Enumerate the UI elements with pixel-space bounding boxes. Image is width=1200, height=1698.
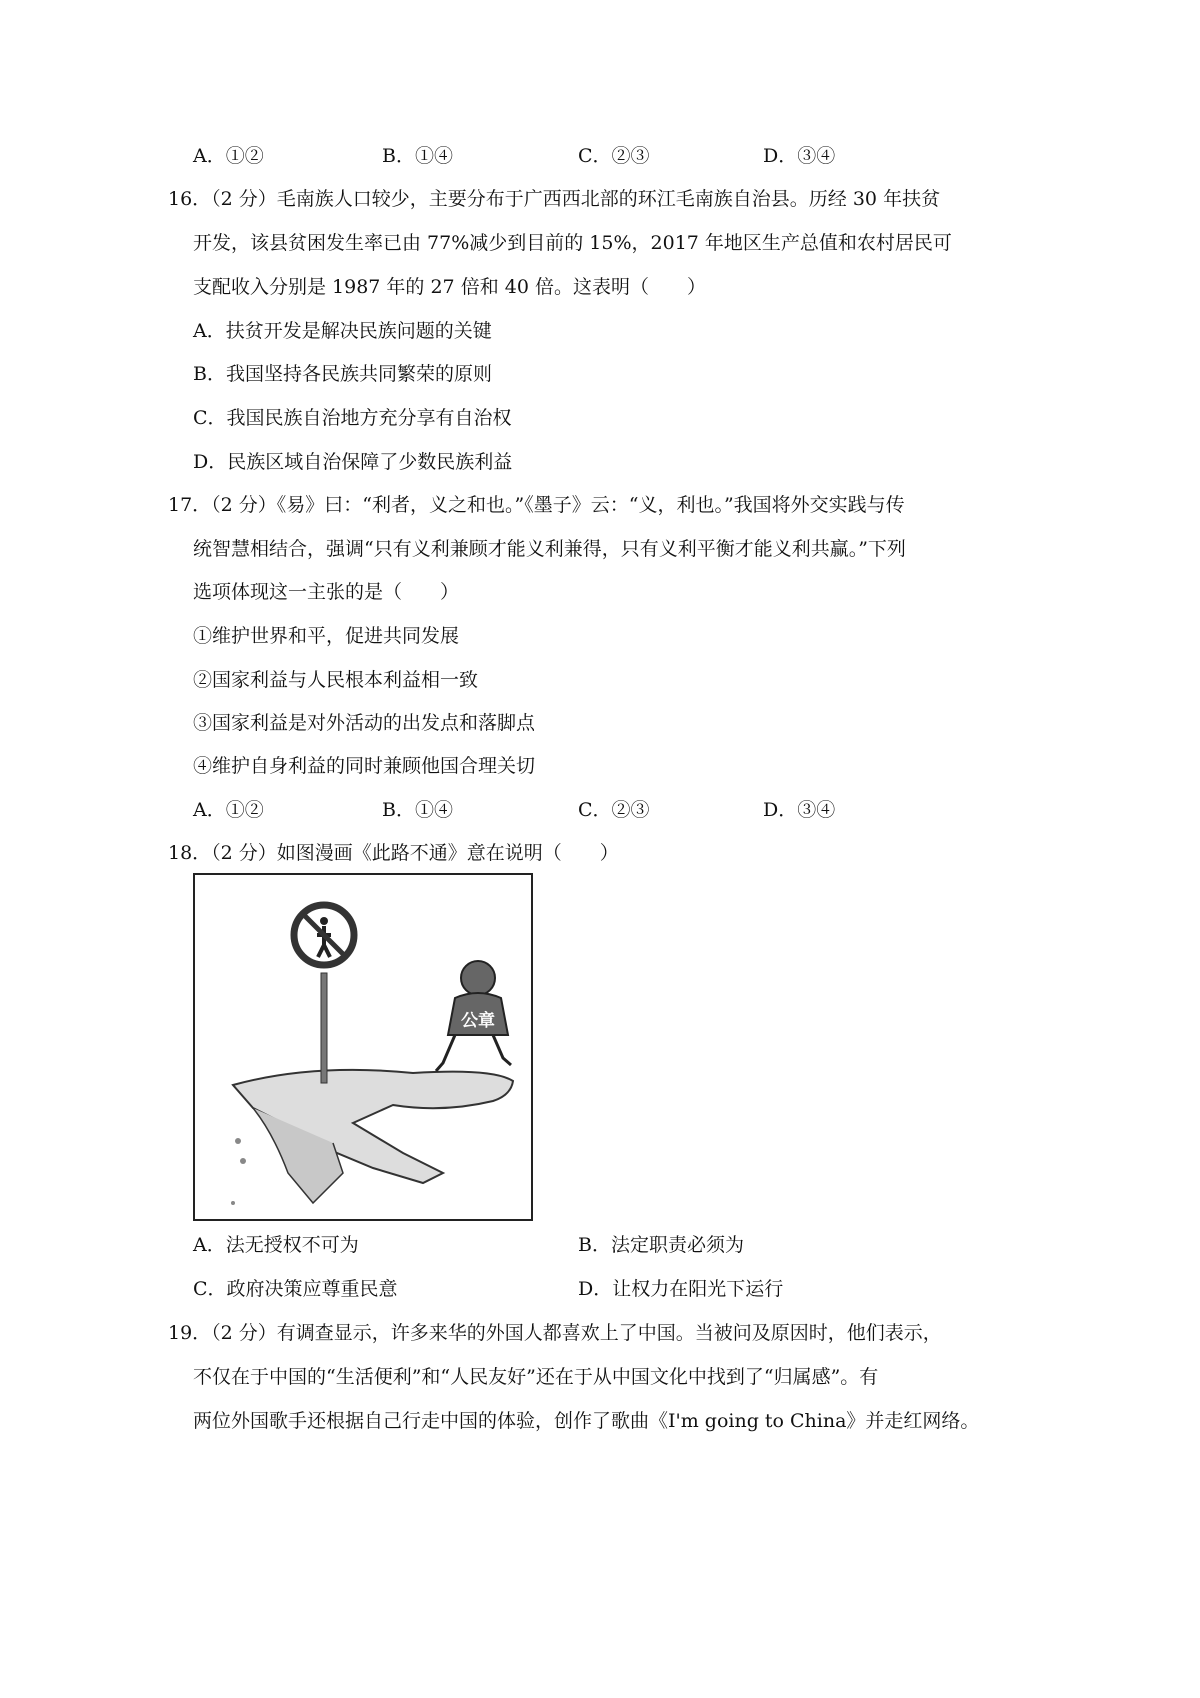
q19-line: 两位外国歌手还根据自己行走中国的体验，创作了歌曲《I'm going to China》并走红网络。 [193, 1410, 980, 1432]
q15-options [0, 143, 1200, 169]
q17-statement-1: ①维护世界和平，促进共同发展 [193, 625, 460, 647]
option-c[interactable]: C．②③ [578, 145, 650, 167]
option-d[interactable]: D．③④ [763, 799, 836, 821]
q16-line: 16．（2 分）毛南族人口较少，主要分布于广西西北部的环江毛南族自治县。历经 30 年扶贫 [168, 188, 941, 210]
seal-label: 公章 [461, 1011, 495, 1031]
q18-stem: 18．（2 分）如图漫画《此路不通》意在说明（ ） [168, 842, 619, 864]
q16-option-d[interactable]: D．民族区域自治保障了少数民族利益 [193, 451, 513, 473]
q17-statement-4: ④维护自身利益的同时兼顾他国合理关切 [193, 755, 536, 777]
option-c[interactable]: C．②③ [578, 799, 650, 821]
option-b[interactable]: B．①④ [382, 799, 453, 821]
q17-statement-2: ②国家利益与人民根本利益相一致 [193, 669, 479, 691]
q16-option-b[interactable]: B．我国坚持各民族共同繁荣的原则 [193, 363, 492, 385]
option-d[interactable]: D．③④ [763, 145, 836, 167]
q19-line: 不仅在于中国的“生活便利”和“人民友好”还在于从中国文化中找到了“归属感”。有 [193, 1366, 879, 1388]
q18-option-b[interactable]: B．法定职责必须为 [578, 1234, 744, 1256]
q16-line: 支配收入分别是 1987 年的 27 倍和 40 倍。这表明（ ） [193, 276, 706, 298]
q17-line: 选项体现这一主张的是（ ） [193, 581, 460, 603]
q17-options [0, 797, 1200, 823]
q18-option-d[interactable]: D．让权力在阳光下运行 [578, 1278, 784, 1300]
q19-line: 19．（2 分）有调查显示，许多来华的外国人都喜欢上了中国。当被问及原因时，他们表示， [168, 1322, 942, 1344]
option-b[interactable]: B．①④ [382, 145, 453, 167]
q17-statement-3: ③国家利益是对外活动的出发点和落脚点 [193, 712, 536, 734]
cartoon-this-road-blocked [193, 873, 533, 1221]
q16-line: 开发，该县贫困发生率已由 77%减少到目前的 15%，2017 年地区生产总值和农村居民可 [193, 232, 952, 254]
q17-line: 17．（2 分）《易》曰：“利者，义之和也。”《墨子》云：“义，利也。”我国将外交实践与传 [168, 494, 905, 516]
q18-option-c[interactable]: C．政府决策应尊重民意 [193, 1278, 398, 1300]
q17-line: 统智慧相结合，强调“只有义利兼顾才能义利兼得，只有义利平衡才能义利共赢。”下列 [193, 538, 906, 560]
option-a[interactable]: A．①② [193, 799, 264, 821]
q18-option-a[interactable]: A．法无授权不可为 [193, 1234, 359, 1256]
option-a[interactable]: A．①② [193, 145, 264, 167]
q16-option-c[interactable]: C．我国民族自治地方充分享有自治权 [193, 407, 512, 429]
q16-option-a[interactable]: A．扶贫开发是解决民族问题的关键 [193, 320, 492, 342]
